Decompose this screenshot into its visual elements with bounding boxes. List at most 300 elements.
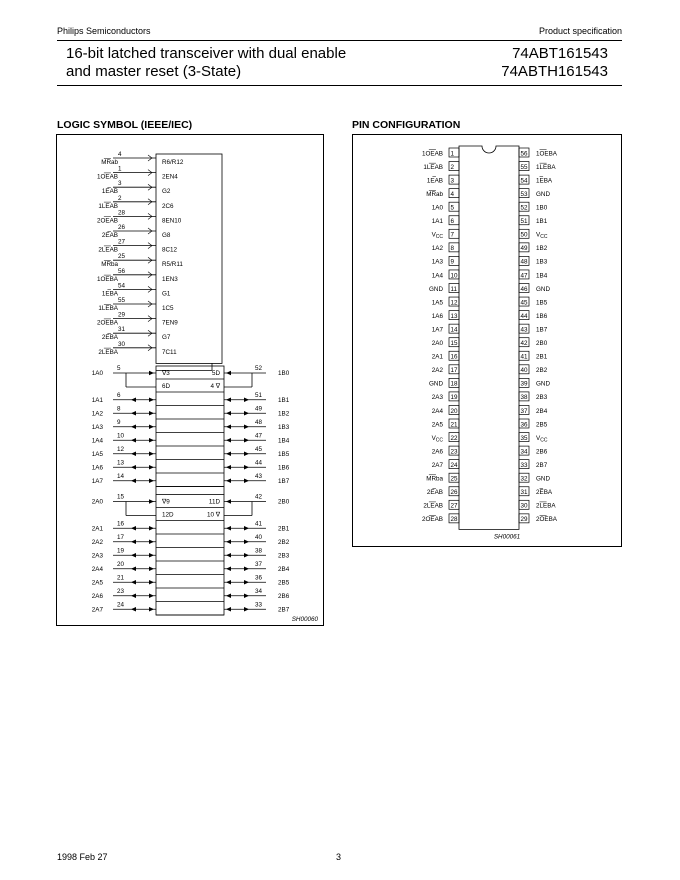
- left-pin-number: 6: [450, 218, 455, 226]
- data-arrow: [131, 452, 136, 456]
- page-number: 3: [336, 852, 342, 862]
- right-pin-signal: 1B7: [536, 326, 548, 334]
- left-pin-number: 3: [450, 177, 455, 185]
- data-arrow: [226, 438, 231, 442]
- control-function-label: G8: [162, 232, 171, 239]
- bank1-a-pin-number: 10: [117, 432, 125, 440]
- data-arrow: [226, 580, 231, 584]
- left-pin-signal: 1EAB: [426, 177, 443, 185]
- left-pin-signal: 2A0: [431, 340, 443, 347]
- bank2-b-signal-label: 2B6: [278, 592, 290, 600]
- left-pin-signal: 1A5: [431, 299, 443, 307]
- data-arrow: [244, 425, 249, 429]
- document-title-line-1: 16-bit latched transceiver with dual enable: [66, 45, 347, 62]
- bank2-first-right-label: 11D: [208, 498, 220, 506]
- bank2-b-pin-number: 40: [254, 533, 262, 541]
- bank1-first-left-label: ∇3: [162, 370, 170, 377]
- company-name: Philips Semiconductors: [57, 26, 151, 36]
- left-pin-number: 15: [450, 340, 458, 347]
- data-arrow: [244, 567, 249, 571]
- left-pin-number: 25: [450, 475, 458, 483]
- right-pin-number: 49: [520, 245, 528, 253]
- bank2-a-pin-number: 24: [117, 601, 125, 609]
- right-pin-number: 51: [520, 218, 528, 226]
- pin-configuration-frame: [352, 134, 622, 547]
- control-signal-label: MRab: [101, 159, 118, 166]
- control-signal-label: 2EAB: [101, 232, 118, 239]
- left-pin-signal: GND: [429, 380, 443, 388]
- bank1-b-signal-label: 1B1: [278, 396, 290, 404]
- left-pin-signal: 2A4: [431, 407, 443, 415]
- right-pin-number: 35: [520, 434, 528, 442]
- data-arrow: [226, 371, 231, 375]
- bank1-b-pin-number: 47: [254, 432, 262, 440]
- control-pin-number: 2: [118, 194, 122, 202]
- bank2-a-signal-label: 2A5: [91, 579, 103, 587]
- left-pin-number: 2: [450, 163, 455, 171]
- data-arrow: [244, 580, 249, 584]
- data-arrow: [149, 411, 154, 415]
- bank1-a-signal-label: 1A0: [91, 370, 103, 377]
- data-arrow: [149, 465, 154, 469]
- left-pin-signal: 2A2: [431, 367, 443, 375]
- bank2-a-pin-number: 17: [117, 533, 125, 541]
- data-arrow: [131, 526, 136, 530]
- left-pin-number: 28: [450, 516, 458, 524]
- bank1-a-signal-label: 1A7: [91, 477, 103, 485]
- bank2-b-pin-number: 38: [254, 547, 262, 555]
- bank1-a-signal-label: 1A2: [91, 410, 103, 418]
- control-pin-number: 29: [118, 311, 126, 319]
- bank1-a-signal-label: 1A3: [91, 423, 103, 431]
- control-function-label: R6/R12: [162, 159, 184, 166]
- right-pin-signal: 2B6: [536, 448, 548, 456]
- logic-symbol-diagram: [56, 134, 324, 626]
- control-pin-number: 26: [118, 224, 126, 231]
- pin-configuration-figure-code: SH00061: [493, 533, 521, 541]
- right-pin-number: 46: [520, 285, 528, 293]
- bank2-a-signal-label: 2A7: [91, 606, 103, 614]
- bank2-b-pin-number: 42: [254, 493, 262, 501]
- bank2-second-left-label: 12D: [162, 511, 174, 519]
- data-arrow: [244, 479, 249, 483]
- data-arrow: [131, 479, 136, 483]
- left-pin-signal: 2A5: [431, 421, 443, 429]
- right-pin-signal: 1B6: [536, 312, 548, 320]
- control-function-label: 8C12: [162, 246, 178, 254]
- pin-configuration-heading: PIN CONFIGURATION: [352, 119, 461, 131]
- control-pin-number: 28: [118, 209, 126, 217]
- right-pin-signal: 2B3: [536, 394, 548, 402]
- bank1-a-signal-label: 1A6: [91, 464, 103, 472]
- data-arrow: [131, 425, 136, 429]
- left-pin-signal: 2A3: [431, 394, 443, 402]
- right-pin-signal: 2OEBA: [536, 516, 557, 524]
- bank1-first-right-label: 5D: [211, 370, 220, 377]
- data-arrow: [131, 438, 136, 442]
- bank2-a-signal-label: 2A4: [91, 565, 103, 573]
- data-arrow: [244, 607, 249, 611]
- bank1-b-pin-number: 48: [254, 418, 262, 426]
- right-pin-signal: GND: [536, 475, 550, 483]
- control-function-label: 2EN4: [162, 173, 178, 181]
- bank2-b-pin-number: 37: [254, 560, 262, 568]
- bank2-a-pin-number: 15: [117, 493, 125, 501]
- bank1-a-pin-number: 8: [117, 405, 121, 413]
- left-pin-number: 5: [450, 204, 455, 212]
- data-arrow: [244, 452, 249, 456]
- control-function-label: 1EN3: [162, 275, 178, 283]
- bank1-b-signal-label: 1B7: [278, 477, 290, 485]
- left-pin-number: 21: [450, 421, 458, 429]
- control-signal-label: 1OEBA: [97, 275, 118, 283]
- control-function-label: R5/R11: [162, 261, 183, 269]
- right-pin-signal: 2B7: [536, 461, 548, 469]
- bank1-b-pin-number: 49: [254, 405, 262, 413]
- control-signal-label: 2OEAB: [97, 217, 118, 225]
- control-block: [156, 154, 222, 363]
- right-pin-number: 43: [520, 326, 528, 334]
- left-pin-signal: 1A1: [431, 218, 443, 226]
- footer-date: 1998 Feb 27: [57, 852, 108, 862]
- left-pin-number: 22: [450, 434, 458, 442]
- right-pin-signal: 2B0: [536, 340, 548, 347]
- header-rule-top: [57, 40, 622, 41]
- control-function-label: G2: [162, 188, 171, 196]
- bank2-b-signal-label: 2B4: [278, 565, 290, 573]
- data-arrow: [244, 465, 249, 469]
- right-pin-signal: 1B4: [536, 272, 548, 280]
- bank2-b-pin-number: 36: [254, 574, 262, 582]
- bank1-b-signal-label: 1B3: [278, 423, 290, 431]
- left-pin-number: 4: [450, 190, 455, 198]
- bank2-b-pin-number: 34: [254, 587, 262, 595]
- control-pin-number: 3: [118, 180, 122, 188]
- right-pin-signal: 1LEBA: [536, 163, 556, 171]
- bank1-second-left-label: 6D: [162, 383, 171, 390]
- left-pin-number: 8: [450, 245, 455, 253]
- control-pin-number: 25: [118, 253, 126, 261]
- right-pin-number: 52: [520, 204, 528, 212]
- right-pin-signal: GND: [536, 380, 550, 388]
- bank1-b-signal-label: 1B5: [278, 450, 290, 458]
- data-arrow: [149, 452, 154, 456]
- left-pin-number: 16: [450, 353, 458, 361]
- bank2-b-pin-number: 33: [254, 601, 262, 609]
- right-pin-number: 50: [520, 231, 528, 239]
- data-arrow: [131, 567, 136, 571]
- left-pin-signal: 2OEAB: [422, 516, 443, 524]
- control-signal-label: 1LEBA: [98, 305, 118, 312]
- data-arrow: [149, 607, 154, 611]
- control-signal-label: 2EBA: [101, 334, 118, 342]
- data-arrow: [131, 398, 136, 402]
- bank1-b-pin-number: 51: [254, 391, 262, 399]
- control-pin-number: 54: [118, 282, 126, 290]
- bank2-a-signal-label: 2A1: [91, 525, 103, 533]
- control-signal-label: 1LEAB: [98, 202, 118, 210]
- left-pin-number: 13: [450, 312, 458, 320]
- data-arrow: [244, 398, 249, 402]
- control-function-label: 2C6: [162, 202, 174, 210]
- control-signal-label: 1EBA: [101, 290, 118, 298]
- data-arrow: [131, 465, 136, 469]
- left-pin-signal: 1A3: [431, 258, 443, 266]
- bank1-a-pin-number: 14: [117, 472, 125, 480]
- ic-package-outline: [459, 146, 519, 529]
- logic-symbol-heading: LOGIC SYMBOL (IEEE/IEC): [57, 119, 193, 131]
- data-arrow: [149, 594, 154, 598]
- left-pin-signal: MRba: [426, 475, 443, 483]
- bank2-a-pin-number: 21: [117, 574, 125, 582]
- control-function-label: 8EN10: [162, 217, 182, 225]
- right-pin-signal: $V_{CC}$: [536, 231, 548, 241]
- bank2-second-right-label: 10 ∇: [207, 511, 220, 519]
- pin-configuration-diagram: [352, 134, 622, 547]
- right-pin-number: 54: [520, 177, 528, 185]
- right-pin-number: 37: [520, 407, 528, 415]
- control-pin-number: 4: [118, 151, 122, 158]
- data-arrow: [244, 526, 249, 530]
- control-pin-number: 31: [118, 326, 126, 334]
- data-arrow: [131, 594, 136, 598]
- right-pin-signal: 1B5: [536, 299, 548, 307]
- left-pin-signal: 2EAB: [426, 489, 443, 497]
- left-pin-number: 24: [450, 461, 458, 469]
- bank2-b-signal-label: 2B1: [278, 525, 290, 533]
- left-pin-signal: 1A6: [431, 312, 443, 320]
- right-pin-signal: 1B3: [536, 258, 548, 266]
- data-arrow: [244, 540, 249, 544]
- control-function-label: 7C11: [162, 348, 177, 356]
- bank1-b-pin-number: 52: [254, 365, 262, 372]
- bank2-a-pin-number: 19: [117, 547, 125, 555]
- data-arrow: [226, 540, 231, 544]
- left-pin-number: 17: [450, 367, 458, 375]
- right-pin-number: 47: [520, 272, 528, 280]
- right-pin-signal: 2B5: [536, 421, 548, 429]
- data-arrow: [226, 452, 231, 456]
- data-arrow: [149, 553, 154, 557]
- left-pin-number: 18: [450, 380, 458, 388]
- data-arrow: [226, 607, 231, 611]
- right-pin-number: 36: [520, 421, 528, 429]
- right-pin-number: 42: [520, 340, 528, 347]
- right-pin-number: 32: [520, 475, 528, 483]
- data-arrow: [149, 580, 154, 584]
- logic-symbol-figure-code: SH00060: [291, 616, 318, 623]
- bank2-b-signal-label: 2B0: [278, 498, 290, 506]
- left-pin-number: 27: [450, 502, 458, 510]
- bank1-b-signal-label: 1B4: [278, 437, 290, 445]
- left-pin-number: 1: [450, 150, 455, 158]
- logic-symbol-frame: [56, 134, 324, 626]
- data-arrow: [149, 526, 154, 530]
- right-pin-number: 48: [520, 258, 528, 266]
- right-pin-number: 29: [520, 516, 528, 524]
- left-pin-signal: 1A2: [431, 245, 443, 253]
- bank2-a-signal-label: 2A3: [91, 552, 103, 560]
- bank1-a-pin-number: 13: [117, 459, 125, 467]
- data-arrow: [149, 479, 154, 483]
- left-pin-number: 10: [450, 272, 458, 280]
- right-pin-number: 55: [520, 163, 528, 171]
- bank1-a-pin-number: 12: [117, 445, 125, 453]
- control-function-label: 1C5: [162, 305, 174, 312]
- data-arrow: [226, 465, 231, 469]
- right-pin-number: 53: [520, 190, 528, 198]
- data-arrow: [226, 567, 231, 571]
- bank2-a-pin-number: 20: [117, 560, 125, 568]
- right-pin-signal: 1EBA: [536, 177, 553, 185]
- right-pin-signal: 2B1: [536, 353, 548, 361]
- bank1-a-pin-number: 5: [117, 365, 121, 372]
- bank2-b-signal-label: 2B5: [278, 579, 290, 587]
- right-pin-signal: 1B2: [536, 245, 548, 253]
- bank1-a-signal-label: 1A5: [91, 450, 103, 458]
- control-pin-number: 56: [118, 267, 126, 275]
- bank1-b-signal-label: 1B2: [278, 410, 290, 418]
- data-arrow: [226, 526, 231, 530]
- control-signal-label: MRba: [101, 261, 118, 269]
- bank1-b-pin-number: 43: [254, 472, 262, 480]
- left-pin-number: 23: [450, 448, 458, 456]
- right-pin-number: 34: [520, 448, 528, 456]
- data-arrow: [226, 425, 231, 429]
- bank1-a-signal-label: 1A4: [91, 437, 103, 445]
- data-arrow: [131, 540, 136, 544]
- bank2-a-signal-label: 2A6: [91, 592, 103, 600]
- bank1-a-pin-number: 6: [117, 391, 121, 399]
- left-pin-signal: 2A7: [431, 461, 443, 469]
- data-arrow: [131, 411, 136, 415]
- data-arrow: [131, 553, 136, 557]
- bank1-b-signal-label: 1B6: [278, 464, 290, 472]
- control-function-label: G7: [162, 334, 171, 342]
- part-number-2: 74ABTH161543: [501, 63, 608, 80]
- data-arrow: [149, 425, 154, 429]
- bank1-second-right-label: 4 ∇: [210, 383, 220, 390]
- bank2-a-signal-label: 2A0: [91, 498, 103, 506]
- bank2-b-signal-label: 2B2: [278, 538, 290, 546]
- data-arrow: [149, 499, 154, 503]
- data-arrow: [149, 438, 154, 442]
- left-pin-number: 26: [450, 489, 458, 497]
- left-pin-number: 12: [450, 299, 458, 307]
- right-pin-number: 40: [520, 367, 528, 375]
- right-pin-signal: $V_{CC}$: [536, 434, 548, 444]
- control-signal-label: 1EAB: [101, 188, 118, 196]
- data-arrow: [149, 371, 154, 375]
- data-arrow: [226, 594, 231, 598]
- bank2-b-signal-label: 2B3: [278, 552, 290, 560]
- document-title-line-2: and master reset (3-State): [66, 63, 242, 80]
- control-signal-label: 2LEAB: [98, 246, 118, 254]
- data-arrow: [226, 398, 231, 402]
- control-signal-label: 2OEBA: [97, 319, 118, 327]
- right-pin-signal: GND: [536, 285, 550, 293]
- left-pin-signal: 2A1: [431, 353, 443, 361]
- left-pin-signal: 1A4: [431, 272, 443, 280]
- right-pin-number: 30: [520, 502, 528, 510]
- left-pin-signal: $V_{CC}$: [431, 231, 443, 241]
- right-pin-number: 41: [520, 353, 528, 361]
- data-arrow: [131, 607, 136, 611]
- data-arrow: [131, 580, 136, 584]
- data-arrow: [226, 411, 231, 415]
- document-type: Product specification: [538, 26, 622, 36]
- right-pin-signal: 2EBA: [536, 489, 553, 497]
- left-pin-number: 19: [450, 394, 458, 402]
- left-pin-signal: MRab: [426, 190, 443, 198]
- bank2-first-left-label: ∇9: [162, 498, 170, 506]
- bank1-a-signal-label: 1A1: [91, 396, 103, 404]
- left-pin-signal: 1OEAB: [422, 150, 443, 158]
- control-signal-label: 1OEAB: [97, 173, 118, 181]
- left-pin-signal: GND: [429, 285, 443, 293]
- bank1-a-pin-number: 9: [117, 418, 121, 426]
- left-pin-number: 9: [450, 258, 455, 266]
- left-pin-number: 11: [450, 285, 458, 293]
- right-pin-number: 31: [520, 489, 528, 497]
- left-pin-signal: 2A6: [431, 448, 443, 456]
- control-pin-number: 1: [118, 165, 122, 173]
- right-pin-signal: 1B1: [536, 218, 548, 226]
- header-rule-bottom: [57, 85, 622, 86]
- left-pin-number: 14: [450, 326, 458, 334]
- bank2-b-signal-label: 2B7: [278, 606, 290, 614]
- left-pin-signal: 1LEAB: [423, 163, 443, 171]
- control-function-label: 7EN9: [162, 319, 178, 327]
- data-arrow: [226, 479, 231, 483]
- data-arrow: [149, 540, 154, 544]
- data-arrow: [226, 499, 231, 503]
- right-pin-signal: 1OEBA: [536, 150, 557, 158]
- right-pin-signal: 2B2: [536, 367, 548, 375]
- left-pin-signal: 1A0: [431, 204, 443, 212]
- data-arrow: [244, 594, 249, 598]
- control-pin-number: 27: [118, 238, 126, 246]
- right-pin-signal: 2LEBA: [536, 502, 556, 510]
- right-pin-number: 44: [520, 312, 528, 320]
- bank2-a-pin-number: 23: [117, 587, 125, 595]
- control-function-label: G1: [162, 290, 171, 298]
- right-pin-number: 33: [520, 461, 528, 469]
- left-pin-signal: $V_{CC}$: [431, 434, 443, 444]
- bank1-b-signal-label: 1B0: [278, 370, 290, 377]
- data-arrow: [226, 553, 231, 557]
- right-pin-signal: GND: [536, 190, 550, 198]
- control-pin-number: 55: [118, 297, 126, 304]
- left-pin-number: 7: [450, 231, 455, 239]
- left-pin-number: 20: [450, 407, 458, 415]
- control-pin-number: 30: [118, 340, 126, 348]
- left-pin-signal: 1A7: [431, 326, 443, 334]
- data-arrow: [244, 411, 249, 415]
- data-arrow: [244, 553, 249, 557]
- data-arrow: [149, 567, 154, 571]
- data-arrow: [149, 398, 154, 402]
- left-pin-signal: 2LEAB: [423, 502, 443, 510]
- control-signal-label: 2LEBA: [98, 348, 118, 356]
- bank2-b-pin-number: 41: [254, 520, 262, 528]
- bank2-a-pin-number: 16: [117, 520, 125, 528]
- right-pin-number: 39: [520, 380, 528, 388]
- right-pin-number: 56: [520, 150, 528, 158]
- right-pin-number: 38: [520, 394, 528, 402]
- right-pin-number: 45: [520, 299, 528, 307]
- bank2-a-signal-label: 2A2: [91, 538, 103, 546]
